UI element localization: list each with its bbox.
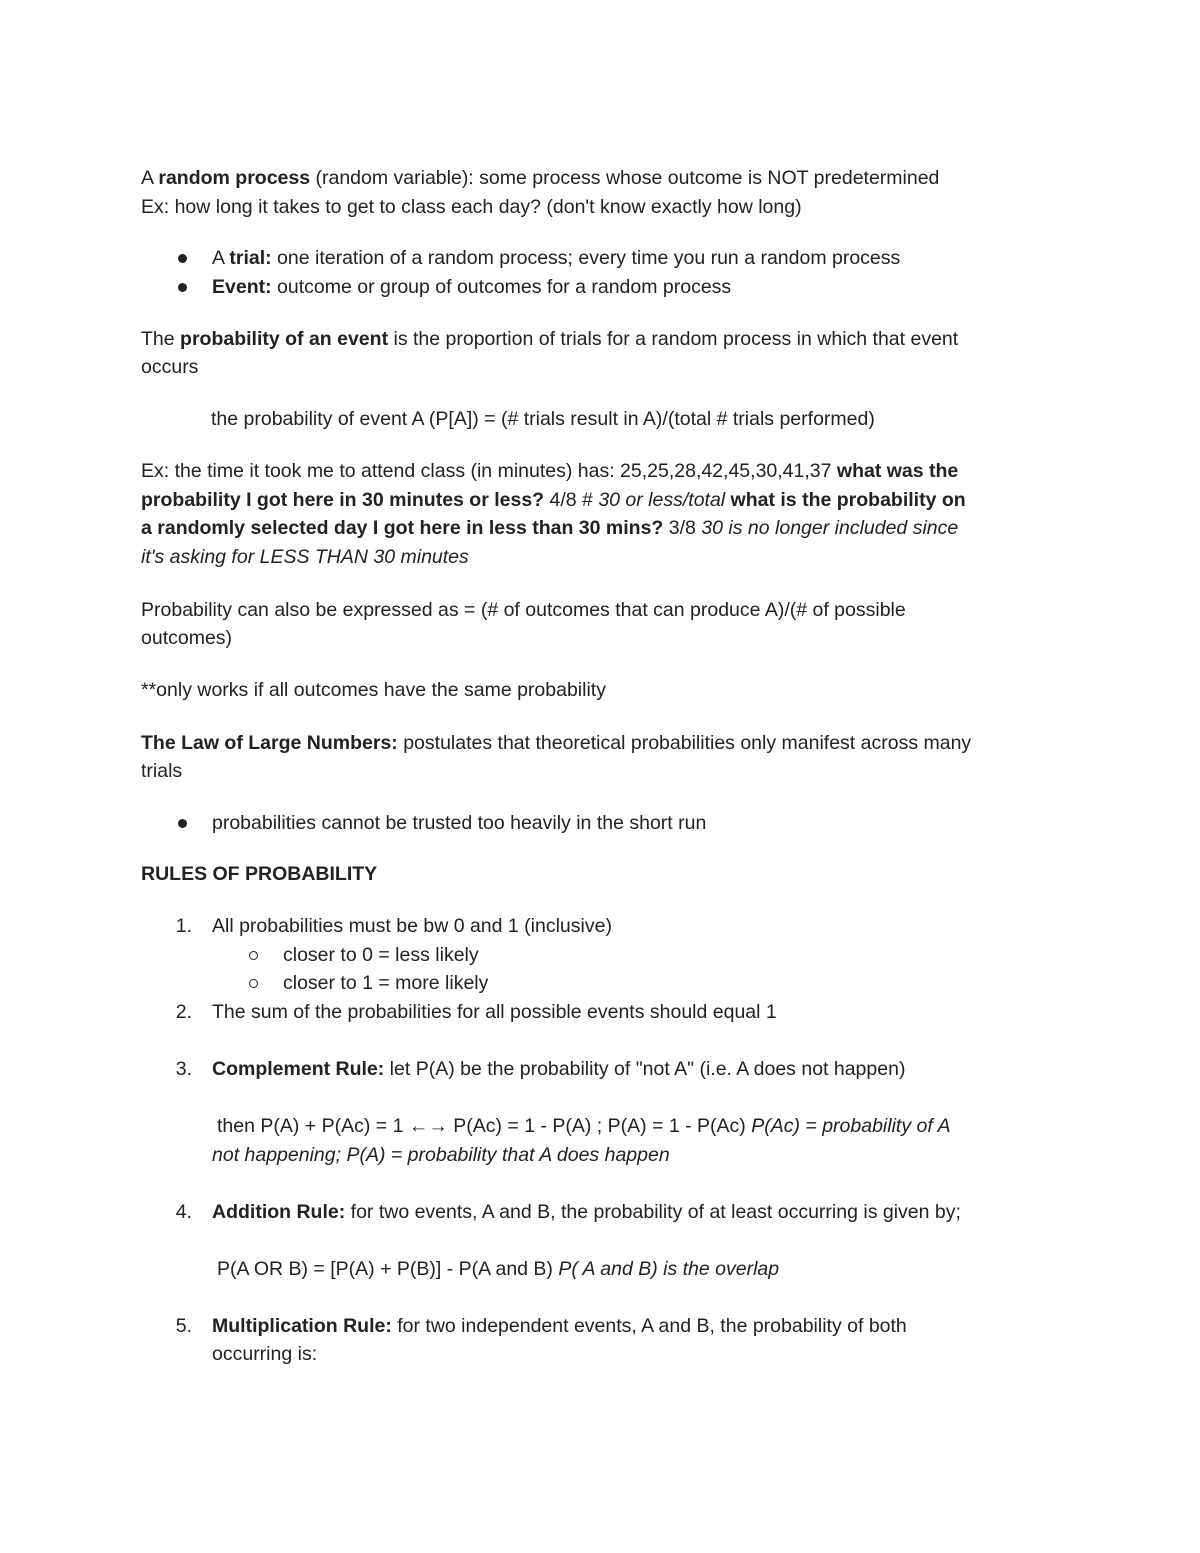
probability-formula: the probability of event A (P[A]) = (# trials result in A)/(total # trials performed) xyxy=(211,408,875,430)
complement-rule xyxy=(212,1055,905,1084)
term-trial: trial: xyxy=(229,247,272,269)
complement-formula-cont xyxy=(212,1141,670,1170)
example-line-3 xyxy=(141,514,958,543)
rule-2-text: The sum of the probabilities for all possible events should equal 1 xyxy=(212,1001,777,1023)
text-span: 3/8 xyxy=(663,517,702,539)
complement-formula xyxy=(217,1112,950,1141)
list-number: 3. xyxy=(175,1058,192,1080)
random-process-definition xyxy=(141,164,939,193)
multiplication-rule-cont: occurring is: xyxy=(212,1343,318,1365)
event-definition xyxy=(212,273,731,302)
term-probability-of-event: probability of an event xyxy=(180,328,389,350)
law-of-large-numbers xyxy=(141,729,971,758)
annotation-text: P( A and B) is the overlap xyxy=(558,1258,780,1280)
term-complement-rule: Complement Rule: xyxy=(212,1058,385,1080)
text-span: let P(A) be the probability of "not A" (i.e. A does not happen) xyxy=(384,1058,906,1080)
example-line-2 xyxy=(141,486,966,515)
question-text: a randomly selected day I got here in less than 30 mins? xyxy=(141,517,664,539)
text-span: postulates that theoretical probabilities only manifest across many xyxy=(397,732,972,754)
term-law-of-large-numbers: The Law of Large Numbers: xyxy=(141,732,398,754)
text-span: 4/8 # xyxy=(544,489,599,511)
text-span: P(A OR B) = [P(A) + P(B)] - P(A and B) xyxy=(217,1258,559,1280)
random-process-example: Ex: how long it takes to get to class each day? (don't know exactly how long) xyxy=(141,196,802,218)
text-span: (random variable): some process whose outcome is NOT predetermined xyxy=(310,167,940,189)
term-addition-rule: Addition Rule: xyxy=(212,1201,346,1223)
rules-heading: RULES OF PROBABILITY xyxy=(141,863,378,885)
bullet-icon xyxy=(178,283,187,292)
multiplication-rule xyxy=(212,1312,907,1341)
text-span: outcome or group of outcomes for a random process xyxy=(271,276,732,298)
probability-alternate: Probability can also be expressed as = (# of outcomes that can produce A)/(# of possible xyxy=(141,599,906,621)
law-of-large-numbers-cont: trials xyxy=(141,760,183,782)
text-span: for two independent events, A and B, the probability of both xyxy=(391,1315,907,1337)
text-span: The xyxy=(141,328,181,350)
question-text: what was the xyxy=(836,460,959,482)
list-number: 5. xyxy=(175,1315,192,1337)
hollow-bullet-icon xyxy=(249,979,258,988)
example-line-1 xyxy=(141,457,958,486)
trial-definition xyxy=(212,244,900,273)
text-span: A xyxy=(212,247,230,269)
term-random-process: random process xyxy=(158,167,311,189)
text-span: A xyxy=(141,167,159,189)
rule-1-sub-item: closer to 0 = less likely xyxy=(283,944,479,966)
text-span: is the proportion of trials for a random process in which that event xyxy=(388,328,959,350)
bullet-icon xyxy=(178,819,187,828)
addition-rule xyxy=(212,1198,961,1227)
probability-definition-cont: occurs xyxy=(141,356,199,378)
question-text: what is the probability on xyxy=(725,489,966,511)
hollow-bullet-icon xyxy=(249,951,258,960)
rule-1-sub-item: closer to 1 = more likely xyxy=(283,972,489,994)
annotation-text: 30 or less/total xyxy=(598,489,726,511)
bullet-icon xyxy=(178,254,187,263)
question-text: probability I got here in 30 minutes or less? xyxy=(141,489,545,511)
list-number: 2. xyxy=(175,1001,192,1023)
list-number: 4. xyxy=(175,1201,192,1223)
example-line-4 xyxy=(141,543,469,572)
annotation-text: P(Ac) = probability of A xyxy=(751,1115,951,1137)
text-span: for two events, A and B, the probability of at least occurring is given by; xyxy=(345,1201,961,1223)
term-event: Event: xyxy=(212,276,272,298)
probability-alternate-cont: outcomes) xyxy=(141,627,233,649)
list-number: 1. xyxy=(175,915,192,937)
annotation-text: 30 is no longer included since xyxy=(701,517,959,539)
addition-formula xyxy=(217,1255,779,1284)
text-span: Ex: the time it took me to attend class (in minutes) has: 25,25,28,42,45,30,41,37 xyxy=(141,460,837,482)
term-multiplication-rule: Multiplication Rule: xyxy=(212,1315,392,1337)
text-span: then P(A) + P(Ac) = 1 ←→ P(Ac) = 1 - P(A) ; P(A) = 1 - P(Ac) xyxy=(217,1115,752,1137)
probability-definition xyxy=(141,325,958,354)
text-span: one iteration of a random process; every time you run a random process xyxy=(271,247,901,269)
lln-bullet: probabilities cannot be trusted too heavily in the short run xyxy=(212,812,707,834)
rule-1-text: All probabilities must be bw 0 and 1 (inclusive) xyxy=(212,915,612,937)
annotation-text: not happening; P(A) = probability that A does happen xyxy=(212,1144,670,1166)
equal-probability-note: **only works if all outcomes have the same probability xyxy=(141,679,606,701)
annotation-text: it's asking for LESS THAN 30 minutes xyxy=(141,546,469,568)
